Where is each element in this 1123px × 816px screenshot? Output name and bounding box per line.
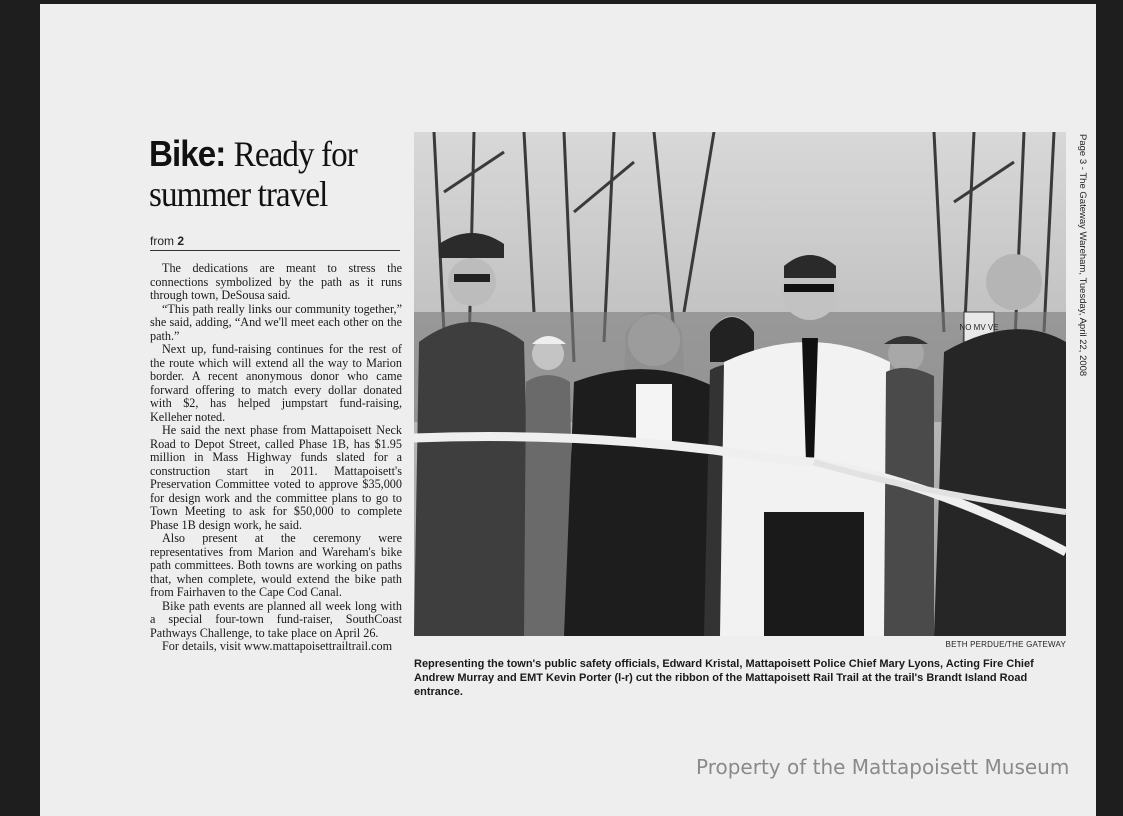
paragraph: Next up, fund-raising continues for the rest of the route which will extend all the way to Marion border. A recent anonymous donor who came forward offering to match every dollar donated with $2, has helped jumpstart fund-raising, Kelleher noted.: [150, 342, 402, 424]
photo-illustration: [414, 132, 1066, 636]
museum-watermark: Property of the Mattapoisett Museum: [696, 755, 1070, 779]
paragraph: He said the next phase from Mattapoisett Neck Road to Depot Street, called Phase 1B, has $1.95 million in Mass Highway funds slated for a construction start in 2011. Mattapoisett's Preservation Committee voted to approve $35,000 for design work and the committee plans to go to Town Meeting to ask for $50,000 to complete Phase 1B design work, he said.: [150, 423, 402, 532]
road-sign-text: NO MV VE: [959, 323, 999, 332]
paragraph: Bike path events are planned all week long with a special four-town fund-raiser, SouthCoast Pathways Challenge, to take place on April 26.: [150, 598, 402, 640]
paragraph: The dedications are meant to stress the connections symbolized by the path as it runs through town, DeSousa said.: [150, 261, 402, 302]
headline: [149, 134, 388, 214]
ribbon-cutting-photo: [414, 132, 1066, 636]
photo-credit: BETH PERDUE/THE GATEWAY: [945, 640, 1066, 649]
headline-kicker: Bike:: [149, 133, 226, 174]
photo-caption: Representing the town's public safety officials, Edward Kristal, Mattapoisett Police Chief Mary Lyons, Acting Fire Chief Andrew Murray and EMT Kevin Porter (l-r) cut the ribbon of the Mattapoisett Rail Trail at the trail's Brandt Island Road entrance.: [414, 658, 1034, 698]
jump-line: [150, 234, 400, 251]
page-folio: Page 3 - The Gateway Wareham, Tuesday, April 22, 2008: [1077, 134, 1088, 377]
paragraph: “This path really links our community together,” she said, adding, “And we'll meet each other on the path.”: [150, 301, 402, 343]
paragraph: Also present at the ceremony were representatives from Marion and Wareham's bike path committees. Both towns are working on paths that, when complete, would extend the bike path from Fairhaven to the Cape Cod Canal.: [150, 531, 402, 599]
headline-text: Ready for summer travel: [149, 134, 357, 214]
paragraph: For details, visit www.mattapoisettrailtrail.com: [162, 639, 393, 653]
jump-page: 2: [177, 234, 185, 248]
article-body: [150, 262, 402, 654]
jump-prefix: from: [150, 234, 174, 248]
